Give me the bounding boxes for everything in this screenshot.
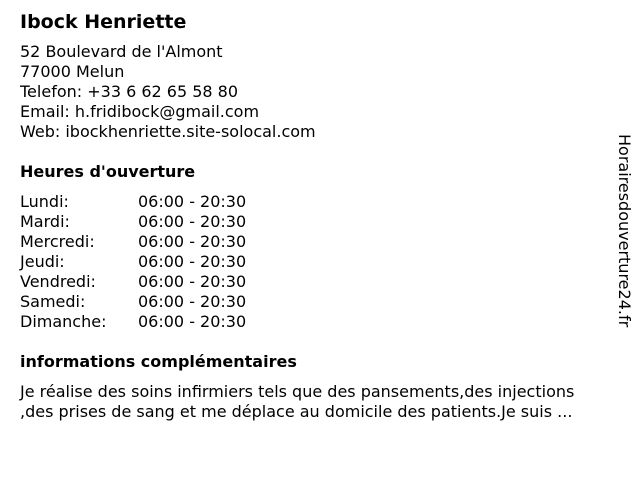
hours-day: Dimanche:: [20, 312, 107, 331]
hours-day: Mercredi:: [20, 232, 95, 251]
address-city: 77000 Melun: [20, 62, 125, 81]
hours-time: 06:00 - 20:30: [138, 212, 247, 231]
hours-time: 06:00 - 20:30: [138, 232, 247, 251]
hours-row-vendredi: [20, 272, 620, 292]
hours-row-lundi: [20, 192, 620, 212]
address-street: 52 Boulevard de l'Almont: [20, 42, 223, 61]
additional-info-heading: informations complémentaires: [20, 352, 297, 371]
hours-time: 06:00 - 20:30: [138, 312, 247, 331]
hours-day: Jeudi:: [20, 252, 65, 271]
opening-hours-list: [20, 192, 620, 332]
hours-time: 06:00 - 20:30: [138, 252, 247, 271]
hours-row-dimanche: [20, 312, 620, 332]
hours-row-jeudi: [20, 252, 620, 272]
business-name: Ibock Henriette: [20, 11, 187, 33]
hours-day: Lundi:: [20, 192, 69, 211]
additional-info-text: Je réalise des soins infirmiers tels que des pansements,des injections ,des prises de sang et me déplace au domicile des patients.Je suis ...: [20, 382, 575, 421]
hours-time: 06:00 - 20:30: [138, 292, 247, 311]
email-line[interactable]: Email: h.fridibock@gmail.com: [20, 102, 260, 121]
hours-day: Mardi:: [20, 212, 70, 231]
hours-day: Vendredi:: [20, 272, 96, 291]
hours-day: Samedi:: [20, 292, 86, 311]
hours-row-mardi: [20, 212, 620, 232]
hours-time: 06:00 - 20:30: [138, 192, 247, 211]
website-line[interactable]: Web: ibockhenriette.site-solocal.com: [20, 122, 316, 141]
phone-line[interactable]: Telefon: +33 6 62 65 58 80: [20, 82, 239, 101]
site-watermark: Horairesdouverture24.fr: [615, 134, 634, 328]
business-card: [20, 10, 620, 422]
hours-row-mercredi: [20, 232, 620, 252]
hours-time: 06:00 - 20:30: [138, 272, 247, 291]
hours-row-samedi: [20, 292, 620, 312]
opening-hours-heading: Heures d'ouverture: [20, 162, 196, 181]
